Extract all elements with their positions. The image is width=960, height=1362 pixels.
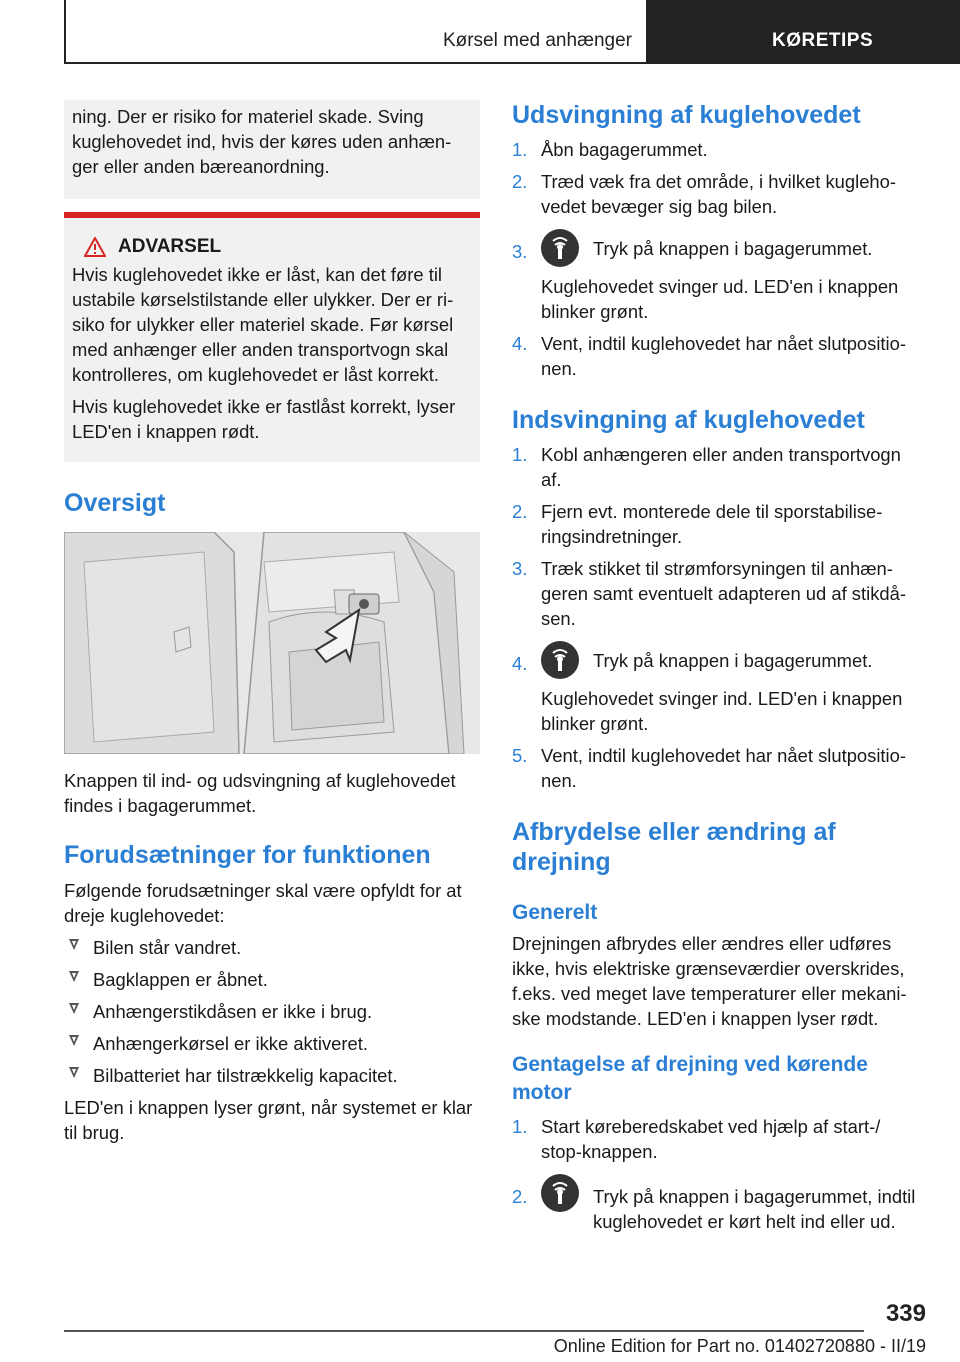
list-item: Anhængerstikdåsen er ikke i brug.: [64, 999, 480, 1024]
note-box: [64, 100, 480, 199]
oversigt-heading: Oversigt: [64, 489, 166, 517]
step-item: 3. Træk stikket til strømforsyningen til anhæn‐geren samt eventuelt adapteren ud af stikdå‐sen.: [512, 558, 906, 629]
list-item: Bagklappen er åbnet.: [64, 967, 480, 992]
trunk-drawing: [64, 532, 480, 754]
bullet-triangle-icon: [69, 939, 79, 950]
trunk-illustration: [64, 532, 480, 754]
footer-edition: Online Edition for Part no. 01402720880 - II/19: [553, 1336, 926, 1356]
page-number: 339: [885, 1300, 926, 1327]
indsvingning-heading: Indsvingning af kuglehovedet: [512, 406, 865, 434]
header-section-title: Kørsel med anhænger: [442, 30, 632, 51]
step-item: 4. Tryk på knappen i bagagerummet. Kuglehovedet svinger ind. LED'en i knappen blinker grønt.: [512, 641, 926, 736]
bullet-triangle-icon: [69, 971, 79, 982]
forudsaetninger-outro: LED'en i knappen lyser grønt, når systemet er klar til brug.: [64, 1097, 473, 1143]
afbrydelse-heading: Afbrydelse eller ændring af drejning: [512, 818, 836, 876]
forudsaetninger-heading: Forudsætninger for funktionen: [64, 841, 431, 869]
gentagelse-steps: [512, 1114, 926, 1234]
header-section-tab: [64, 0, 648, 64]
step-item: 2. Tryk på knappen i bagagerummet, indtil kuglehovedet er kørt helt ind eller ud.: [512, 1174, 926, 1234]
generelt-text: Drejningen afbrydes eller ændres eller udføres ikke, hvis elektriske grænseværdier overskrides, f.eks. ved meget lave temperaturer eller mekani‐ske modstande. LED'en i knappen lyser rødt.: [512, 933, 907, 1029]
warning-box: [64, 218, 480, 462]
warning-title: ADVARSEL: [118, 236, 222, 257]
left-column: [64, 100, 480, 1145]
udsvingning-heading: Udsvingning af kuglehovedet: [512, 101, 861, 129]
list-item: Anhængerkørsel er ikke aktiveret.: [64, 1031, 480, 1056]
header-chapter-title: KØRETIPS: [772, 30, 874, 51]
step-item: 3. Tryk på knappen i bagagerummet. Kuglehovedet svinger ud. LED'en i knappen blinker grønt.: [512, 229, 926, 324]
note-text: ning. Der er risiko for materiel skade. Sving kuglehovedet ind, hvis der køres uden anhæn‐ger eller anden bæreanordning.: [72, 106, 452, 177]
header-chapter-tab: [648, 0, 960, 64]
bullet-triangle-icon: [69, 1067, 79, 1078]
gentagelse-heading: Gentagelse af drejning ved kørende motor: [512, 1053, 868, 1104]
step-item: 2. Fjern evt. monterede dele til sporstabilise‐ringsindretninger.: [512, 501, 883, 547]
step-item: 5. Vent, indtil kuglehovedet har nået slutpositio‐nen.: [512, 745, 906, 791]
warning-paragraph-2: Hvis kuglehovedet ikke er fastlåst korrekt, lyser LED'en i knappen rødt.: [72, 396, 456, 442]
forudsaetninger-intro: Følgende forudsætninger skal være opfyldt for at dreje kuglehovedet:: [64, 880, 462, 926]
list-item: Bilbatteriet har tilstrækkelig kapacitet.: [64, 1063, 480, 1088]
indsvingning-steps: [512, 442, 926, 793]
right-column: [512, 100, 926, 1234]
bullet-triangle-icon: [69, 1035, 79, 1046]
oversigt-caption: Knappen til ind- og udsvingning af kuglehovedet findes i bagagerummet.: [64, 770, 456, 816]
step-item: 4. Vent, indtil kuglehovedet har nået slutpositio‐nen.: [512, 333, 906, 379]
step-item: 1. Åbn bagagerummet.: [512, 139, 708, 160]
towbar-button-icon: [541, 1174, 579, 1212]
step-item: 2. Træd væk fra det område, i hvilket kugleho‐vedet bevæger sig bag bilen.: [512, 171, 897, 217]
towbar-button-icon: [541, 229, 579, 267]
step-item: 1. Kobl anhængeren eller anden transportvogn af.: [512, 444, 901, 490]
step-item: 1. Start køreberedskabet ved hjælp af start-/ stop-knappen.: [512, 1116, 881, 1162]
warning-paragraph-1: Hvis kuglehovedet ikke er låst, kan det føre til ustabile kørselstilstande eller ulykker. Der er ri‐siko for ulykker eller materiel skade. Før kørsel med anhænger eller anden transportvogn skal kontrolleres, om kuglehovedet er låst korrekt.: [72, 264, 454, 385]
udsvingning-steps: [512, 137, 926, 381]
list-item: Bilen står vandret.: [64, 935, 480, 960]
warning-triangle-icon: [84, 237, 106, 257]
bullet-triangle-icon: [69, 1003, 79, 1014]
footer-divider: [64, 1330, 864, 1332]
generelt-heading: Generelt: [512, 901, 598, 924]
forudsaetninger-list: [64, 935, 480, 1088]
towbar-button-icon: [541, 641, 579, 679]
